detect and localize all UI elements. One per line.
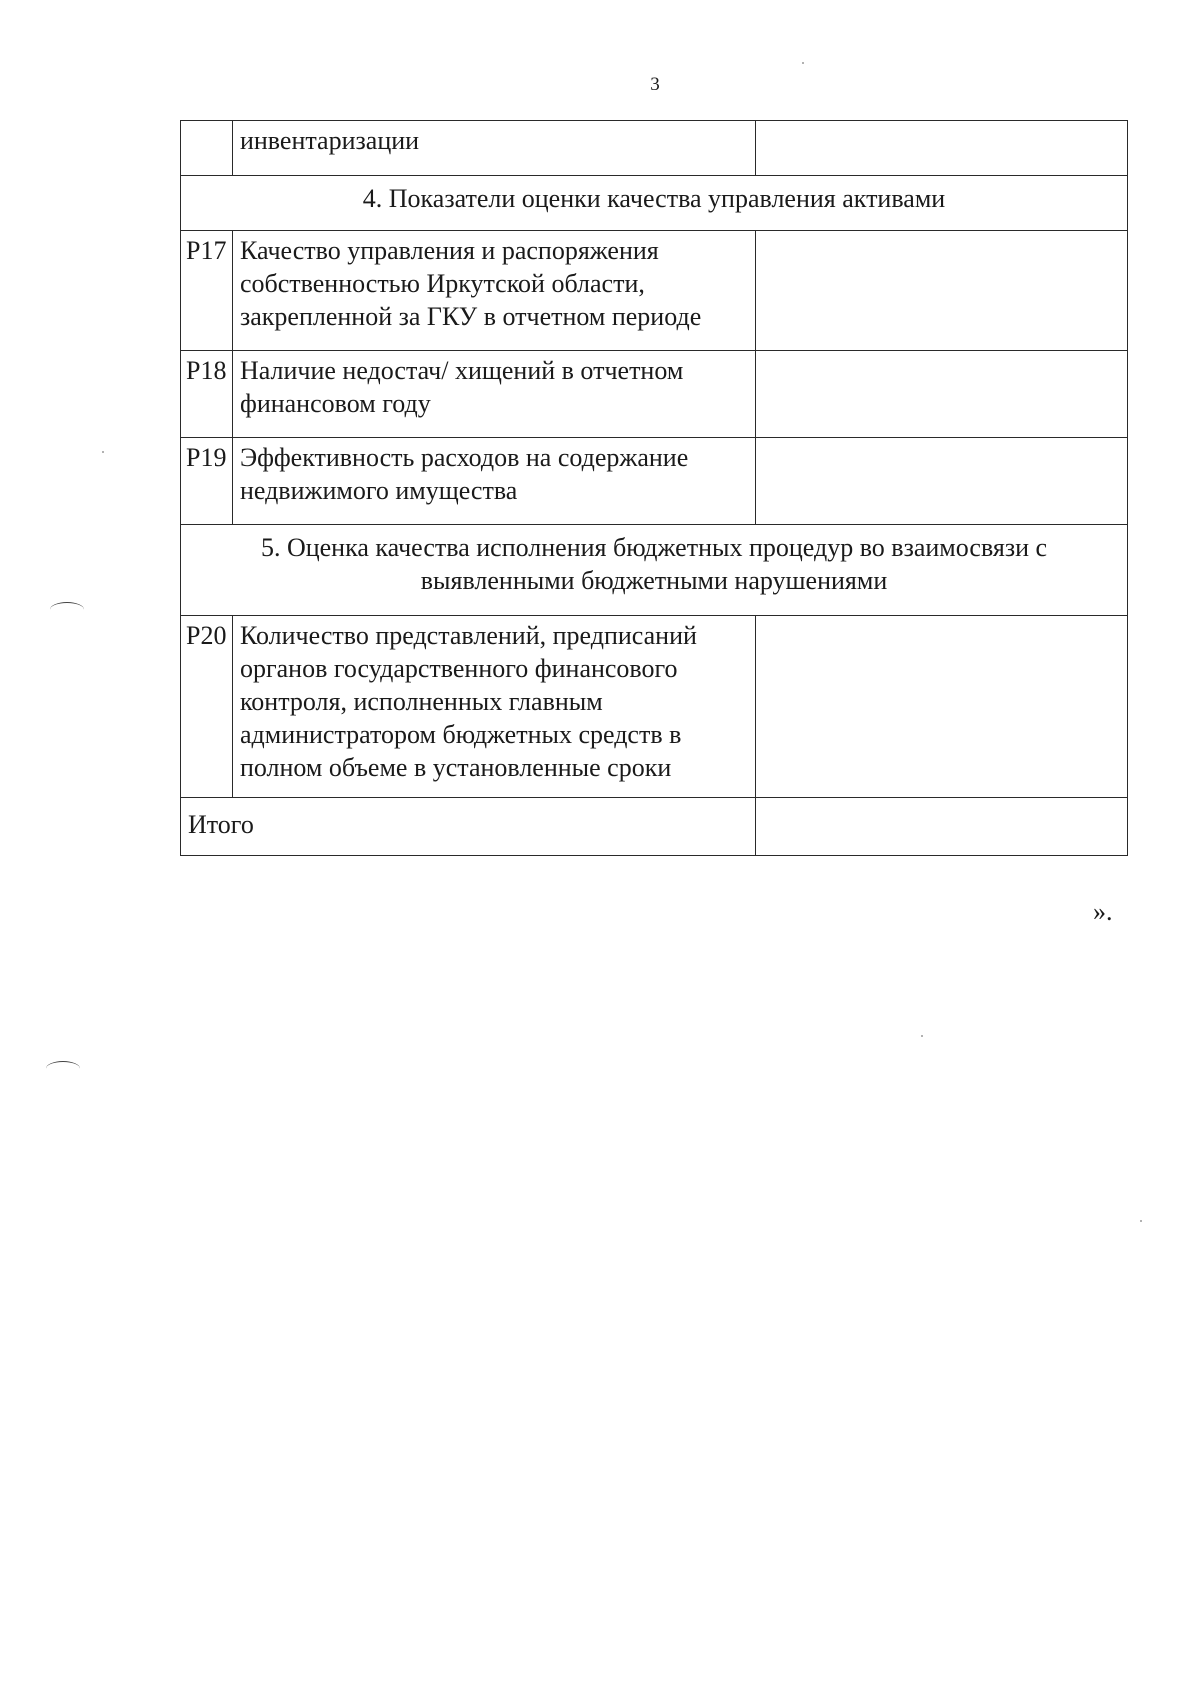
page-number: 3	[650, 74, 660, 95]
table-row	[181, 351, 1128, 438]
total-value	[755, 798, 1127, 856]
section-row	[181, 525, 1128, 616]
scan-speck	[802, 62, 804, 64]
scan-speck	[1140, 1220, 1142, 1222]
table-row	[181, 616, 1128, 798]
row-name: Наличие недостач/ хищений в отчетном финансовом году	[232, 351, 755, 438]
row-value	[755, 616, 1127, 798]
scan-mark	[46, 1061, 80, 1076]
row-name: инвентаризации	[232, 121, 755, 176]
row-name: Количество представлений, предписаний органов государственного финансового контроля, исполненных главным администратором бюджетных средств в полном объеме в установленные сроки	[232, 616, 755, 798]
row-value	[755, 351, 1127, 438]
table-row	[181, 121, 1128, 176]
indicators-table	[180, 120, 1128, 856]
scan-mark	[50, 602, 84, 617]
section-row	[181, 176, 1128, 231]
row-code: P18	[181, 351, 233, 438]
row-value	[755, 121, 1127, 176]
row-value	[755, 438, 1127, 525]
total-row	[181, 798, 1128, 856]
row-name: Качество управления и распоряжения собственностью Иркутской области, закрепленной за ГКУ в отчетном периоде	[232, 231, 755, 351]
section-heading-4: 4. Показатели оценки качества управления активами	[181, 176, 1128, 231]
closing-quote: ».	[1093, 897, 1113, 926]
row-value	[755, 231, 1127, 351]
table-row	[181, 438, 1128, 525]
row-code: P20	[181, 616, 233, 798]
row-code: P17	[181, 231, 233, 351]
row-code	[181, 121, 233, 176]
scan-speck	[921, 1035, 923, 1037]
scan-speck	[102, 451, 104, 453]
section-heading-5: 5. Оценка качества исполнения бюджетных процедур во взаимосвязи с выявленными бюджетными нарушениями	[181, 525, 1128, 616]
row-name: Эффективность расходов на содержание недвижимого имущества	[232, 438, 755, 525]
table-row	[181, 231, 1128, 351]
total-label: Итого	[181, 798, 756, 856]
row-code: P19	[181, 438, 233, 525]
